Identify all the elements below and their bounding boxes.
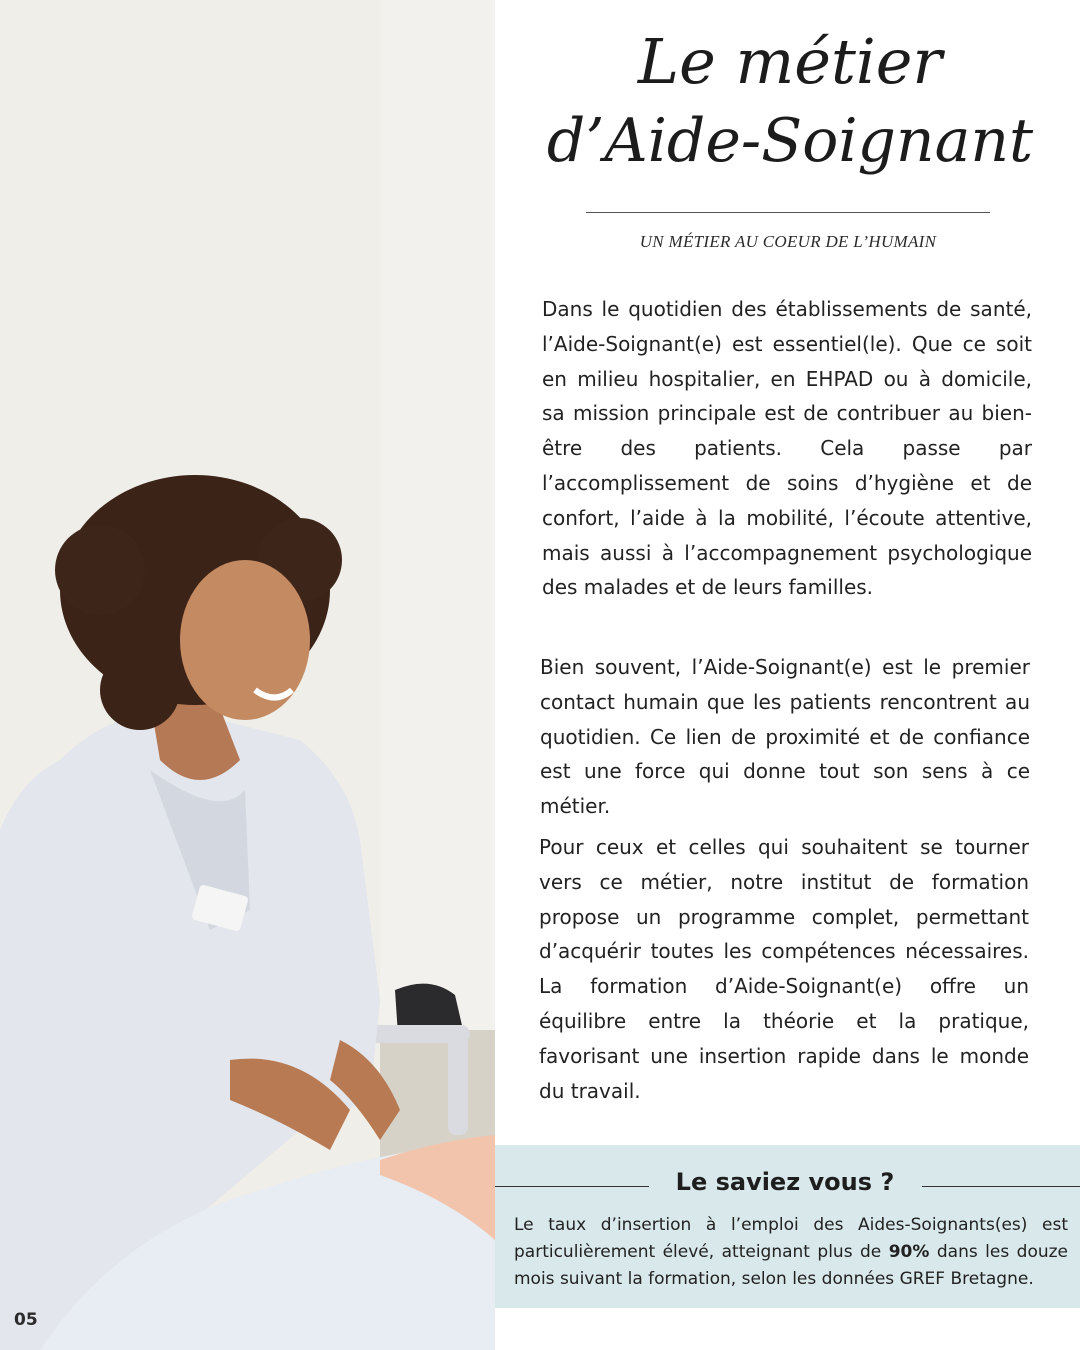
info-divider-right — [922, 1186, 1080, 1187]
title-divider — [586, 212, 990, 213]
info-text-after: dans les douze mois suivant la formation, selon les données GREF Bretagne. — [514, 1242, 1068, 1289]
paragraph-contact: Bien souvent, l’Aide-Soignant(e) est le premier contact humain que les patients rencontrent au quotidien. Ce lien de proximité et de confiance est une force qui donne tout son sens à ce métier. — [540, 655, 1030, 819]
info-text-before: Le taux d’insertion à l’emploi des Aides-Soignants(es) est particulièrement élevé, atteignant plus de — [514, 1215, 1068, 1262]
info-box-title: Le saviez vous ? — [675, 1168, 895, 1196]
info-box-text — [514, 1212, 1068, 1293]
info-divider-left — [495, 1186, 649, 1187]
page-number: 05 — [14, 1310, 38, 1330]
paragraph-intro: Dans le quotidien des établissements de santé, l’Aide-Soignant(e) est essentiel(le). Que ce soit en milieu hospitalier, en EHPAD ou à domicile, sa mission principale est de contribuer au bien-être des patients. Cela passe par l’accomplissement de soins d’hygiène et de confort, l’aide à la mobilité, l’écoute attentive, mais aussi à l’accompagnement psychologique des malades et de leurs familles. — [542, 297, 1032, 600]
title-line-1: Le métier — [637, 25, 943, 98]
caregiver-photo — [0, 0, 495, 1350]
page-title — [520, 22, 1060, 180]
info-highlight: 90% — [888, 1242, 930, 1262]
paragraph-formation: Pour ceux et celles qui souhaitent se tourner vers ce métier, notre institut de formation propose un programme complet, permettant d’acquérir toutes les compétences nécessaires. La formation d’Aide-Soignant(e) offre un équilibre entre la théorie et la pratique, favorisant une insertion rapide dans le monde du travail. — [539, 835, 1029, 1103]
title-line-2: d’Aide-Soignant — [546, 106, 1034, 176]
subtitle: UN MÉTIER AU COEUR DE L’HUMAIN — [639, 232, 937, 251]
